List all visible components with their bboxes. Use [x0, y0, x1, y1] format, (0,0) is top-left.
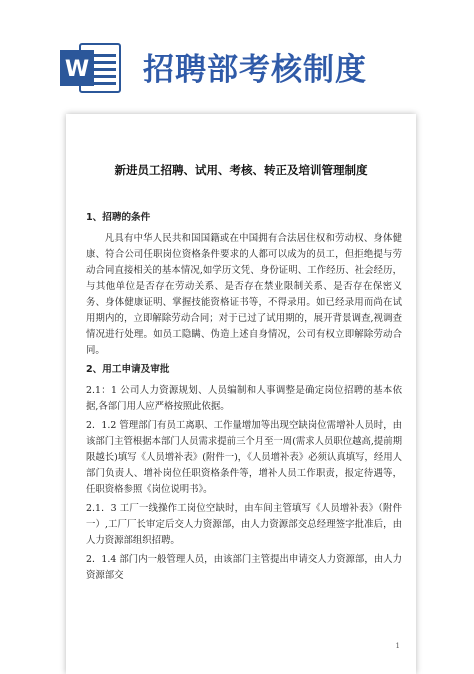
word-logo-icon: [60, 42, 122, 94]
svg-text:W: W: [64, 57, 90, 82]
paragraph: 2.1．3 工厂一线操作工岗位空缺时，由车间主管填写《人员增补表》（附件一）,工厂厂长审定后交人力资源部，由人力资源部交总经理签字批准后，由人力资源部组织招聘。: [86, 503, 402, 546]
section-heading: 1、招聘的条件: [86, 212, 151, 223]
page-number: 1: [395, 642, 400, 650]
paragraph: 凡具有中华人民共和国国籍或在中国拥有合法居住权和劳动权、身体健康、符合公司任职岗位资格条件要求的人都可以成为的员工，但拒绝提与劳动合同直接相关的基本情况,如学历文凭、身份证明、工作经历、社会经历，与其他单位是否存在劳动关系、是否存在禁业限制关系、是否存在保密义务、身体健康证明、掌握技能资格证书等，不得录用。如已经录用而尚在试用期内的，立即解除劳动合同；对于已过了试用期的，展开背景调查,视调查情况进行处理。如员工隐瞒、伪造上述自身情况，公司有权立即解除劳动合同。: [86, 233, 402, 356]
document-page: [66, 114, 416, 674]
banner: [0, 0, 474, 110]
section-heading: 2、用工申请及审批: [86, 364, 170, 375]
document-title: 新进员工招聘、试用、考核、转正及培训管理制度: [114, 163, 368, 177]
document-body: [86, 210, 402, 587]
banner-title: 招聘部考核制度: [143, 52, 367, 88]
paragraph: 2.1：1 公司人力资源规划、人员编制和人事调整是确定岗位招聘的基本依据,各部门用人应严格按照此依据。: [86, 385, 402, 412]
paragraph: 2．1.2 管理部门有员工离职、工作量增加等出现空缺岗位需增补人员时，由该部门主管根据本部门人员需求提前三个月至一周(需求人员职位越高,提前期限越长)填写《人员增补表》(附件一)，《人员增补表》必须认真填写，经用人部门负责人、增补岗位任职资格条件等，增补人员工作职责，报定待遇等，任职资格参照《岗位说明书》。: [86, 420, 403, 495]
paragraph: 2．1.4 部门内一般管理人员，由该部门主管提出申请交人力资源部，由人力资源部交: [86, 554, 402, 581]
